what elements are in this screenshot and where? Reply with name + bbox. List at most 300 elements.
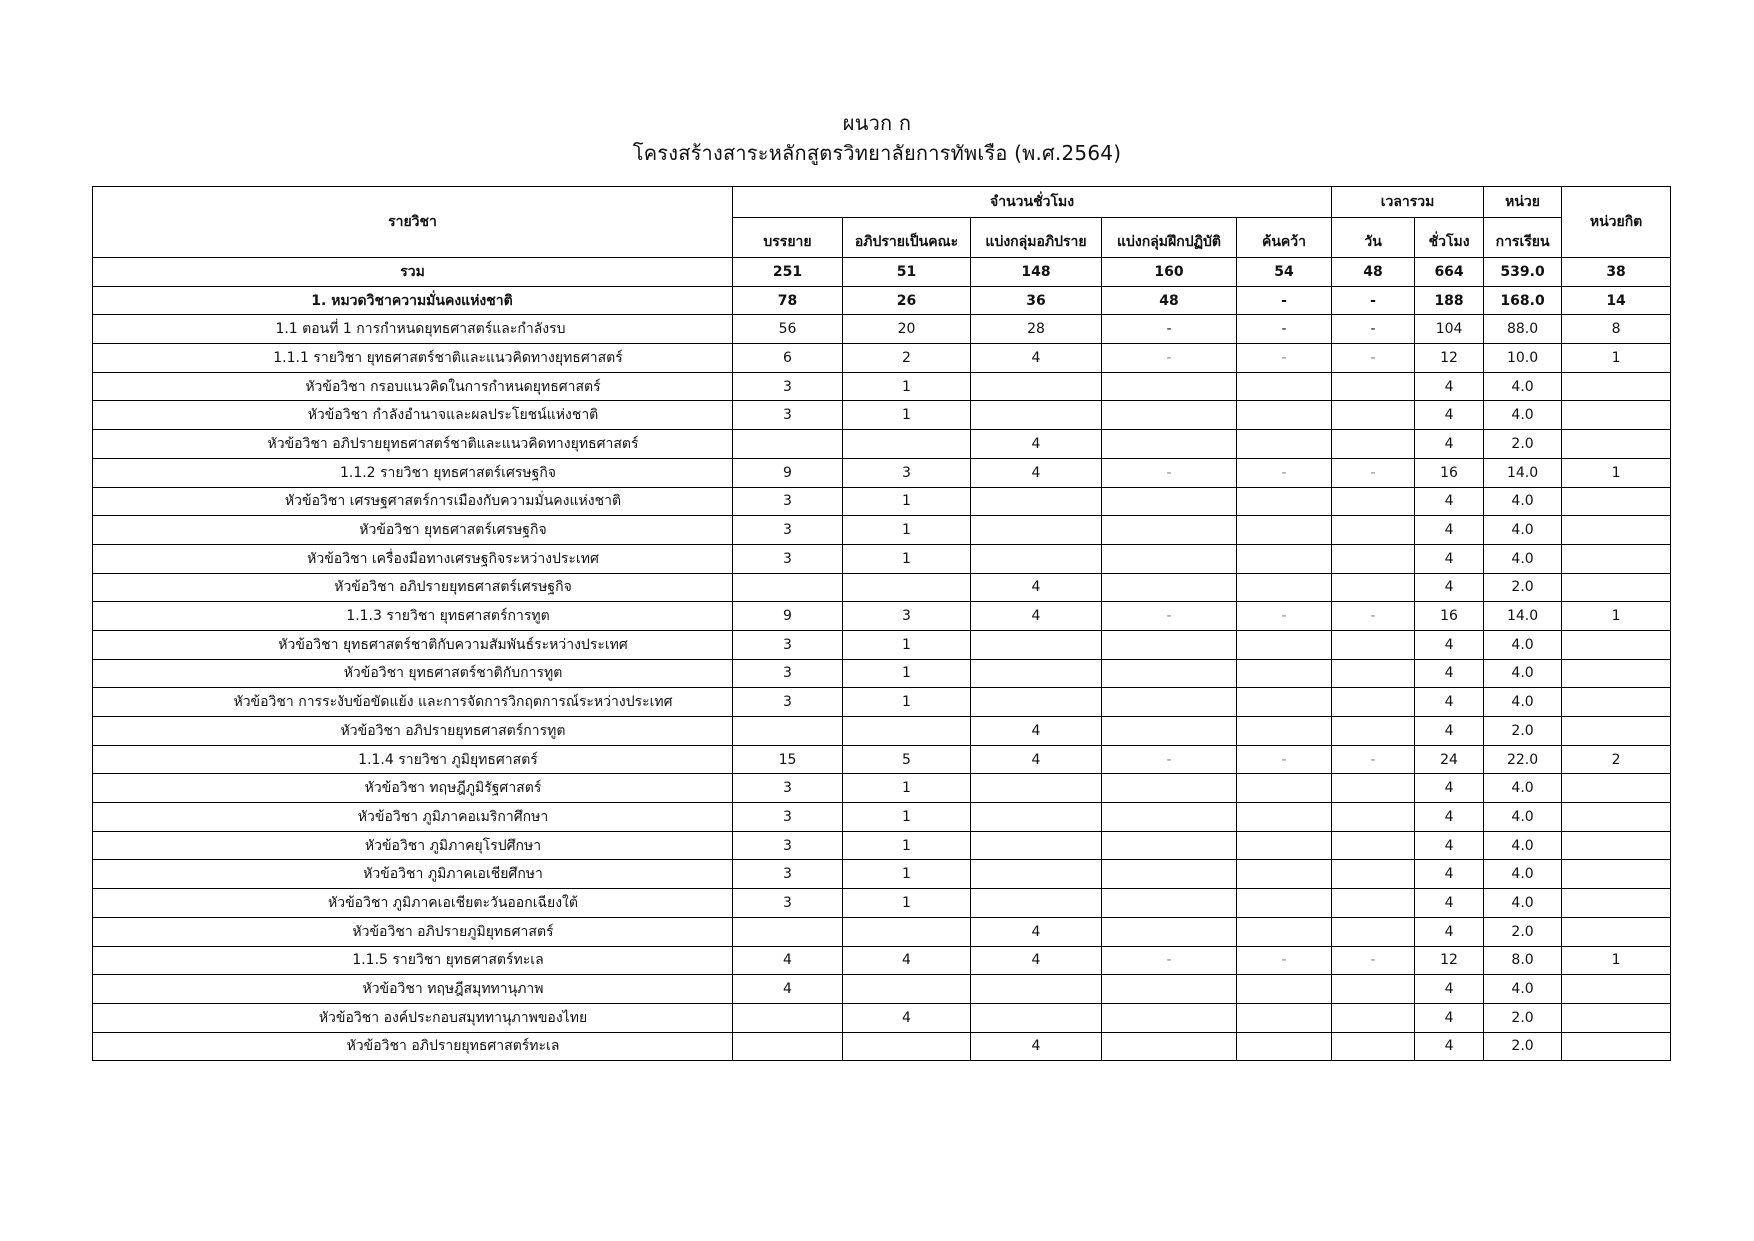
table-row bbox=[93, 659, 1671, 688]
header-hours-group: จำนวนชั่วโมง bbox=[733, 187, 1332, 218]
cell-split-practice bbox=[1102, 573, 1237, 602]
cell-lecture: 4 bbox=[733, 946, 843, 975]
cell-hours: 4 bbox=[1415, 487, 1484, 516]
cell-group-discussion: 26 bbox=[843, 286, 971, 315]
cell-group-discussion: 2 bbox=[843, 344, 971, 373]
cell-days bbox=[1332, 372, 1415, 401]
cell-split-discussion bbox=[971, 889, 1102, 918]
cell-split-practice bbox=[1102, 544, 1237, 573]
cell-split-discussion: 4 bbox=[971, 745, 1102, 774]
cell-group-discussion: 1 bbox=[843, 544, 971, 573]
cell-group-discussion bbox=[843, 975, 971, 1004]
cell-days bbox=[1332, 573, 1415, 602]
cell-credits bbox=[1562, 430, 1671, 459]
cell-study-units: 10.0 bbox=[1484, 344, 1562, 373]
cell-split-discussion: 4 bbox=[971, 573, 1102, 602]
cell-days: 48 bbox=[1332, 258, 1415, 287]
table-row bbox=[93, 430, 1671, 459]
cell-study-units: 4.0 bbox=[1484, 860, 1562, 889]
cell-split-discussion: 4 bbox=[971, 946, 1102, 975]
row-subject-name: 1.1.2 รายวิชา ยุทธศาสตร์เศรษฐกิจ bbox=[93, 458, 733, 487]
cell-split-discussion bbox=[971, 1003, 1102, 1032]
cell-group-discussion: 1 bbox=[843, 831, 971, 860]
cell-split-practice bbox=[1102, 430, 1237, 459]
table-row bbox=[93, 602, 1671, 631]
cell-group-discussion bbox=[843, 1032, 971, 1061]
cell-study-units: 4.0 bbox=[1484, 659, 1562, 688]
row-subject-name: หัวข้อวิชา การระงับข้อขัดแย้ง และการจัดการวิกฤตการณ์ระหว่างประเทศ bbox=[93, 688, 733, 717]
cell-study-units: 4.0 bbox=[1484, 688, 1562, 717]
cell-lecture: 3 bbox=[733, 803, 843, 832]
row-subject-name: หัวข้อวิชา ภูมิภาคอเมริกาศึกษา bbox=[93, 803, 733, 832]
cell-study-units: 4.0 bbox=[1484, 516, 1562, 545]
cell-credits bbox=[1562, 717, 1671, 746]
cell-research bbox=[1237, 1032, 1332, 1061]
row-subject-name: 1.1.3 รายวิชา ยุทธศาสตร์การทูต bbox=[93, 602, 733, 631]
cell-study-units: 4.0 bbox=[1484, 889, 1562, 918]
cell-study-units: 4.0 bbox=[1484, 831, 1562, 860]
header-group-discussion: อภิปรายเป็นคณะ bbox=[843, 218, 971, 258]
cell-credits bbox=[1562, 774, 1671, 803]
cell-hours: 4 bbox=[1415, 975, 1484, 1004]
table-row bbox=[93, 975, 1671, 1004]
row-subject-name: หัวข้อวิชา กรอบแนวคิดในการกำหนดยุทธศาสตร์ bbox=[93, 372, 733, 401]
cell-research bbox=[1237, 516, 1332, 545]
table-row bbox=[93, 458, 1671, 487]
cell-lecture: 3 bbox=[733, 372, 843, 401]
cell-study-units: 2.0 bbox=[1484, 573, 1562, 602]
curriculum-table bbox=[92, 186, 1671, 1061]
cell-hours: 4 bbox=[1415, 1003, 1484, 1032]
cell-research bbox=[1237, 975, 1332, 1004]
cell-credits bbox=[1562, 487, 1671, 516]
header-hours: ชั่วโมง bbox=[1415, 218, 1484, 258]
cell-split-practice bbox=[1102, 372, 1237, 401]
cell-hours: 188 bbox=[1415, 286, 1484, 315]
cell-study-units: 4.0 bbox=[1484, 975, 1562, 1004]
cell-split-practice: 48 bbox=[1102, 286, 1237, 315]
cell-days: - bbox=[1332, 344, 1415, 373]
table-row bbox=[93, 1003, 1671, 1032]
cell-lecture: 3 bbox=[733, 401, 843, 430]
cell-split-discussion bbox=[971, 516, 1102, 545]
cell-research: - bbox=[1237, 458, 1332, 487]
cell-group-discussion: 1 bbox=[843, 372, 971, 401]
cell-hours: 4 bbox=[1415, 917, 1484, 946]
cell-credits: 1 bbox=[1562, 602, 1671, 631]
cell-split-discussion: 4 bbox=[971, 717, 1102, 746]
header-split-practice: แบ่งกลุ่มฝึกปฏิบัติ bbox=[1102, 218, 1237, 258]
document-subtitle: โครงสร้างสาระหลักสูตรวิทยาลัยการทัพเรือ (พ.ศ.2564) bbox=[632, 141, 1122, 165]
row-subject-name: หัวข้อวิชา อภิปรายยุทธศาสตร์การทูต bbox=[93, 717, 733, 746]
cell-credits bbox=[1562, 688, 1671, 717]
cell-credits: 38 bbox=[1562, 258, 1671, 287]
cell-research: - bbox=[1237, 286, 1332, 315]
cell-days: - bbox=[1332, 946, 1415, 975]
cell-lecture: 3 bbox=[733, 516, 843, 545]
cell-split-discussion bbox=[971, 975, 1102, 1004]
cell-lecture: 3 bbox=[733, 487, 843, 516]
cell-split-practice bbox=[1102, 803, 1237, 832]
cell-hours: 4 bbox=[1415, 860, 1484, 889]
table-row bbox=[93, 544, 1671, 573]
cell-research bbox=[1237, 544, 1332, 573]
cell-research bbox=[1237, 774, 1332, 803]
cell-split-practice bbox=[1102, 975, 1237, 1004]
table-row bbox=[93, 286, 1671, 315]
row-subject-name: หัวข้อวิชา ยุทธศาสตร์ชาติกับความสัมพันธ์ระหว่างประเทศ bbox=[93, 630, 733, 659]
row-subject-name: 1.1.1 รายวิชา ยุทธศาสตร์ชาติและแนวคิดทางยุทธศาสตร์ bbox=[93, 344, 733, 373]
cell-study-units: 4.0 bbox=[1484, 372, 1562, 401]
row-subject-name: หัวข้อวิชา อภิปรายยุทธศาสตร์เศรษฐกิจ bbox=[93, 573, 733, 602]
row-subject-name: หัวข้อวิชา ยุทธศาสตร์เศรษฐกิจ bbox=[93, 516, 733, 545]
cell-group-discussion: 1 bbox=[843, 659, 971, 688]
cell-study-units: 4.0 bbox=[1484, 803, 1562, 832]
table-row bbox=[93, 917, 1671, 946]
cell-split-practice bbox=[1102, 401, 1237, 430]
cell-split-practice: - bbox=[1102, 344, 1237, 373]
cell-credits bbox=[1562, 889, 1671, 918]
header-study-units-line2: การเรียน bbox=[1484, 218, 1562, 258]
table-row bbox=[93, 258, 1671, 287]
cell-split-discussion: 4 bbox=[971, 430, 1102, 459]
cell-study-units: 2.0 bbox=[1484, 1032, 1562, 1061]
cell-study-units: 8.0 bbox=[1484, 946, 1562, 975]
cell-lecture bbox=[733, 1003, 843, 1032]
cell-group-discussion: 1 bbox=[843, 630, 971, 659]
cell-research bbox=[1237, 917, 1332, 946]
cell-group-discussion bbox=[843, 430, 971, 459]
cell-study-units: 22.0 bbox=[1484, 745, 1562, 774]
cell-study-units: 2.0 bbox=[1484, 430, 1562, 459]
cell-lecture: 9 bbox=[733, 602, 843, 631]
row-subject-name: 1.1.5 รายวิชา ยุทธศาสตร์ทะเล bbox=[93, 946, 733, 975]
cell-split-practice: 160 bbox=[1102, 258, 1237, 287]
table-row bbox=[93, 344, 1671, 373]
cell-days bbox=[1332, 688, 1415, 717]
row-subject-name: หัวข้อวิชา กำลังอำนาจและผลประโยชน์แห่งชาติ bbox=[93, 401, 733, 430]
cell-research: - bbox=[1237, 344, 1332, 373]
row-subject-name: หัวข้อวิชา เครื่องมือทางเศรษฐกิจระหว่างประเทศ bbox=[93, 544, 733, 573]
cell-split-practice: - bbox=[1102, 602, 1237, 631]
cell-credits bbox=[1562, 860, 1671, 889]
cell-lecture: 3 bbox=[733, 630, 843, 659]
cell-days bbox=[1332, 401, 1415, 430]
row-subject-name: หัวข้อวิชา อภิปรายยุทธศาสตร์ทะเล bbox=[93, 1032, 733, 1061]
cell-study-units: 4.0 bbox=[1484, 630, 1562, 659]
cell-split-practice: - bbox=[1102, 315, 1237, 344]
cell-hours: 4 bbox=[1415, 630, 1484, 659]
cell-hours: 4 bbox=[1415, 573, 1484, 602]
cell-lecture: 3 bbox=[733, 544, 843, 573]
cell-hours: 664 bbox=[1415, 258, 1484, 287]
document-heading bbox=[0, 108, 1754, 168]
cell-credits bbox=[1562, 401, 1671, 430]
cell-group-discussion: 20 bbox=[843, 315, 971, 344]
cell-days bbox=[1332, 487, 1415, 516]
cell-study-units: 168.0 bbox=[1484, 286, 1562, 315]
cell-study-units: 14.0 bbox=[1484, 458, 1562, 487]
table-row bbox=[93, 401, 1671, 430]
cell-hours: 4 bbox=[1415, 1032, 1484, 1061]
cell-study-units: 4.0 bbox=[1484, 401, 1562, 430]
cell-split-discussion: 4 bbox=[971, 1032, 1102, 1061]
cell-hours: 4 bbox=[1415, 372, 1484, 401]
header-total-time: เวลารวม bbox=[1332, 187, 1484, 218]
header-research: ค้นคว้า bbox=[1237, 218, 1332, 258]
cell-split-practice bbox=[1102, 717, 1237, 746]
table-row bbox=[93, 860, 1671, 889]
cell-days bbox=[1332, 917, 1415, 946]
cell-research bbox=[1237, 688, 1332, 717]
cell-group-discussion: 5 bbox=[843, 745, 971, 774]
cell-days: - bbox=[1332, 458, 1415, 487]
cell-group-discussion: 51 bbox=[843, 258, 971, 287]
cell-group-discussion bbox=[843, 917, 971, 946]
cell-days bbox=[1332, 1003, 1415, 1032]
cell-lecture: 15 bbox=[733, 745, 843, 774]
cell-study-units: 4.0 bbox=[1484, 544, 1562, 573]
cell-split-practice bbox=[1102, 1003, 1237, 1032]
cell-study-units: 539.0 bbox=[1484, 258, 1562, 287]
cell-credits bbox=[1562, 1032, 1671, 1061]
cell-hours: 12 bbox=[1415, 946, 1484, 975]
cell-lecture bbox=[733, 573, 843, 602]
cell-hours: 24 bbox=[1415, 745, 1484, 774]
cell-hours: 4 bbox=[1415, 688, 1484, 717]
table-row bbox=[93, 946, 1671, 975]
cell-split-practice bbox=[1102, 688, 1237, 717]
cell-credits bbox=[1562, 516, 1671, 545]
table-row bbox=[93, 745, 1671, 774]
cell-group-discussion: 1 bbox=[843, 774, 971, 803]
row-subject-name: หัวข้อวิชา ทฤษฎีภูมิรัฐศาสตร์ bbox=[93, 774, 733, 803]
cell-days: - bbox=[1332, 745, 1415, 774]
cell-split-discussion: 148 bbox=[971, 258, 1102, 287]
cell-split-discussion bbox=[971, 372, 1102, 401]
cell-study-units: 2.0 bbox=[1484, 717, 1562, 746]
cell-study-units: 2.0 bbox=[1484, 917, 1562, 946]
cell-group-discussion: 3 bbox=[843, 458, 971, 487]
table-row bbox=[93, 487, 1671, 516]
cell-credits: 2 bbox=[1562, 745, 1671, 774]
cell-credits bbox=[1562, 831, 1671, 860]
cell-days bbox=[1332, 831, 1415, 860]
cell-study-units: 88.0 bbox=[1484, 315, 1562, 344]
cell-lecture: 56 bbox=[733, 315, 843, 344]
row-subject-name: รวม bbox=[93, 258, 733, 287]
cell-lecture: 78 bbox=[733, 286, 843, 315]
cell-split-discussion bbox=[971, 659, 1102, 688]
row-subject-name: หัวข้อวิชา ภูมิภาคเอเชียตะวันออกเฉียงใต้ bbox=[93, 889, 733, 918]
cell-hours: 104 bbox=[1415, 315, 1484, 344]
cell-credits bbox=[1562, 630, 1671, 659]
cell-research bbox=[1237, 372, 1332, 401]
cell-research: - bbox=[1237, 946, 1332, 975]
cell-days: - bbox=[1332, 286, 1415, 315]
cell-group-discussion: 1 bbox=[843, 803, 971, 832]
cell-split-discussion: 4 bbox=[971, 602, 1102, 631]
cell-split-discussion: 4 bbox=[971, 344, 1102, 373]
cell-group-discussion: 1 bbox=[843, 889, 971, 918]
cell-group-discussion: 1 bbox=[843, 401, 971, 430]
cell-research bbox=[1237, 573, 1332, 602]
cell-lecture: 3 bbox=[733, 659, 843, 688]
cell-research bbox=[1237, 803, 1332, 832]
cell-split-discussion bbox=[971, 688, 1102, 717]
cell-split-practice bbox=[1102, 487, 1237, 516]
cell-credits: 8 bbox=[1562, 315, 1671, 344]
cell-days bbox=[1332, 1032, 1415, 1061]
cell-credits: 14 bbox=[1562, 286, 1671, 315]
cell-days: - bbox=[1332, 315, 1415, 344]
cell-split-practice: - bbox=[1102, 458, 1237, 487]
cell-split-discussion bbox=[971, 544, 1102, 573]
cell-days bbox=[1332, 659, 1415, 688]
row-subject-name: 1.1 ตอนที่ 1 การกำหนดยุทธศาสตร์และกำลังรบ bbox=[93, 315, 733, 344]
row-subject-name: หัวข้อวิชา เศรษฐศาสตร์การเมืองกับความมั่นคงแห่งชาติ bbox=[93, 487, 733, 516]
cell-lecture: 251 bbox=[733, 258, 843, 287]
cell-days bbox=[1332, 889, 1415, 918]
cell-research bbox=[1237, 860, 1332, 889]
row-subject-name: หัวข้อวิชา ภูมิภาคเอเชียศึกษา bbox=[93, 860, 733, 889]
cell-split-practice bbox=[1102, 659, 1237, 688]
cell-group-discussion: 1 bbox=[843, 860, 971, 889]
cell-hours: 4 bbox=[1415, 803, 1484, 832]
cell-lecture bbox=[733, 430, 843, 459]
cell-lecture: 3 bbox=[733, 889, 843, 918]
header-lecture: บรรยาย bbox=[733, 218, 843, 258]
cell-days bbox=[1332, 717, 1415, 746]
cell-research bbox=[1237, 1003, 1332, 1032]
cell-hours: 4 bbox=[1415, 401, 1484, 430]
cell-research bbox=[1237, 889, 1332, 918]
table-row bbox=[93, 688, 1671, 717]
cell-split-discussion: 36 bbox=[971, 286, 1102, 315]
cell-days bbox=[1332, 544, 1415, 573]
cell-hours: 4 bbox=[1415, 831, 1484, 860]
cell-days: - bbox=[1332, 602, 1415, 631]
cell-split-discussion: 4 bbox=[971, 458, 1102, 487]
cell-hours: 4 bbox=[1415, 889, 1484, 918]
cell-group-discussion: 4 bbox=[843, 946, 971, 975]
row-subject-name: 1. หมวดวิชาความมั่นคงแห่งชาติ bbox=[93, 286, 733, 315]
cell-group-discussion bbox=[843, 573, 971, 602]
table-row bbox=[93, 516, 1671, 545]
table-body bbox=[93, 258, 1671, 1061]
cell-hours: 12 bbox=[1415, 344, 1484, 373]
cell-research: - bbox=[1237, 745, 1332, 774]
cell-credits bbox=[1562, 975, 1671, 1004]
cell-group-discussion: 4 bbox=[843, 1003, 971, 1032]
table-row bbox=[93, 315, 1671, 344]
cell-credits bbox=[1562, 917, 1671, 946]
cell-research bbox=[1237, 717, 1332, 746]
row-subject-name: หัวข้อวิชา องค์ประกอบสมุททานุภาพของไทย bbox=[93, 1003, 733, 1032]
cell-days bbox=[1332, 975, 1415, 1004]
cell-split-practice bbox=[1102, 516, 1237, 545]
cell-lecture bbox=[733, 917, 843, 946]
cell-hours: 4 bbox=[1415, 659, 1484, 688]
row-subject-name: หัวข้อวิชา อภิปรายยุทธศาสตร์ชาติและแนวคิดทางยุทธศาสตร์ bbox=[93, 430, 733, 459]
cell-hours: 4 bbox=[1415, 717, 1484, 746]
cell-split-practice bbox=[1102, 860, 1237, 889]
table-row bbox=[93, 831, 1671, 860]
cell-hours: 16 bbox=[1415, 602, 1484, 631]
cell-study-units: 14.0 bbox=[1484, 602, 1562, 631]
cell-credits: 1 bbox=[1562, 344, 1671, 373]
cell-research: - bbox=[1237, 602, 1332, 631]
table-row bbox=[93, 1032, 1671, 1061]
cell-group-discussion bbox=[843, 717, 971, 746]
cell-research bbox=[1237, 659, 1332, 688]
header-row-1 bbox=[93, 187, 1671, 218]
table-row bbox=[93, 774, 1671, 803]
cell-days bbox=[1332, 803, 1415, 832]
cell-lecture: 3 bbox=[733, 860, 843, 889]
cell-research bbox=[1237, 630, 1332, 659]
cell-split-discussion: 4 bbox=[971, 917, 1102, 946]
cell-hours: 4 bbox=[1415, 544, 1484, 573]
cell-hours: 16 bbox=[1415, 458, 1484, 487]
table-row bbox=[93, 372, 1671, 401]
table-row bbox=[93, 889, 1671, 918]
cell-lecture: 3 bbox=[733, 688, 843, 717]
cell-split-discussion bbox=[971, 630, 1102, 659]
annex-title: ผนวก ก bbox=[842, 111, 912, 135]
cell-split-practice: - bbox=[1102, 946, 1237, 975]
cell-credits bbox=[1562, 803, 1671, 832]
cell-lecture bbox=[733, 1032, 843, 1061]
cell-days bbox=[1332, 430, 1415, 459]
cell-hours: 4 bbox=[1415, 430, 1484, 459]
header-credits: หน่วยกิต bbox=[1562, 187, 1671, 258]
cell-credits bbox=[1562, 1003, 1671, 1032]
cell-research: 54 bbox=[1237, 258, 1332, 287]
table-row bbox=[93, 573, 1671, 602]
cell-credits bbox=[1562, 659, 1671, 688]
cell-lecture bbox=[733, 717, 843, 746]
cell-days bbox=[1332, 774, 1415, 803]
row-subject-name: 1.1.4 รายวิชา ภูมิยุทธศาสตร์ bbox=[93, 745, 733, 774]
cell-split-practice bbox=[1102, 889, 1237, 918]
cell-split-discussion bbox=[971, 487, 1102, 516]
cell-days bbox=[1332, 516, 1415, 545]
cell-credits bbox=[1562, 544, 1671, 573]
header-split-discussion: แบ่งกลุ่มอภิปราย bbox=[971, 218, 1102, 258]
cell-split-practice bbox=[1102, 831, 1237, 860]
cell-group-discussion: 1 bbox=[843, 516, 971, 545]
cell-split-discussion: 28 bbox=[971, 315, 1102, 344]
table-row bbox=[93, 630, 1671, 659]
cell-split-discussion bbox=[971, 831, 1102, 860]
row-subject-name: หัวข้อวิชา ภูมิภาคยุโรปศึกษา bbox=[93, 831, 733, 860]
cell-lecture: 3 bbox=[733, 831, 843, 860]
cell-credits: 1 bbox=[1562, 458, 1671, 487]
cell-hours: 4 bbox=[1415, 516, 1484, 545]
cell-split-discussion bbox=[971, 860, 1102, 889]
cell-days bbox=[1332, 860, 1415, 889]
cell-group-discussion: 3 bbox=[843, 602, 971, 631]
row-subject-name: หัวข้อวิชา ยุทธศาสตร์ชาติกับการทูต bbox=[93, 659, 733, 688]
cell-study-units: 4.0 bbox=[1484, 487, 1562, 516]
cell-split-practice: - bbox=[1102, 745, 1237, 774]
cell-split-discussion bbox=[971, 401, 1102, 430]
cell-study-units: 4.0 bbox=[1484, 774, 1562, 803]
row-subject-name: หัวข้อวิชา ทฤษฎีสมุททานุภาพ bbox=[93, 975, 733, 1004]
cell-credits bbox=[1562, 372, 1671, 401]
cell-hours: 4 bbox=[1415, 774, 1484, 803]
